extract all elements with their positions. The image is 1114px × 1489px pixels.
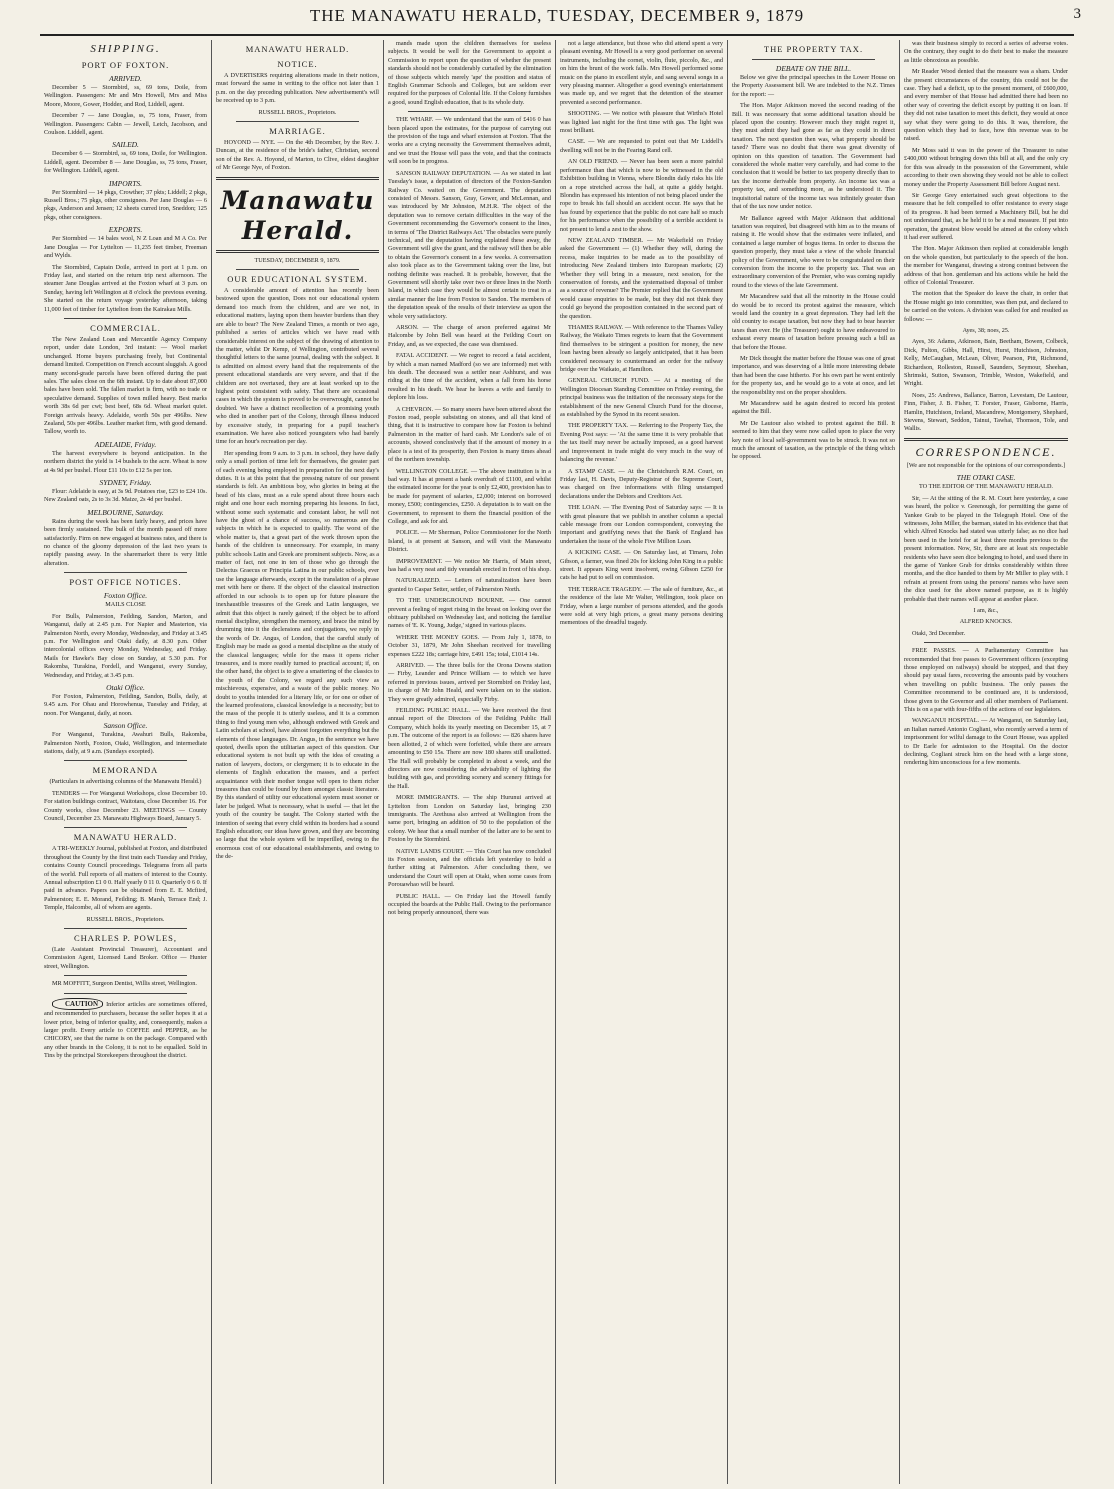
leader-paragraph: A considerable amount of attention has recently been bestowed upon the question, Does not our educational system demand too much from the children, and are we not, in educational matters, laying upon them heavier burdens than they are able to bear? The New Zealand Times, a month or two ago, published a series of articles which we have read with considerable interest on the subject of the drawing of attention to the matter, whilst Dr Kemp, of Wellington, contributed several thoughtful letters to the same journal, dealing with the subject. It is admitted on almost every hand that the requirements of the present educational standards are very severe, and that if the children are not overtaxed, they are at least worked up to the highest point consistent with safety. That there are occasional cases in which the system is proved to be overwrought, cannot be doubted. We have a distinct recollection of a promising youth who died in another part of the Colony, through illness induced by excessive study, in preparing for a pupil teacher's examination. We have also noticed youngsters who had barely time for an hour's recreation per day. [216,287,379,446]
exports-item: Per Stormbird — 14 bales wool, N Z Loan and M A Co. Per Jane Douglas — For Lyttelton — 11,235 feet timber, Freeman and Wylds. [44,235,207,260]
sailed-label: SAILED. [112,140,139,150]
letter-signature: ALFRED KNOCKS. [959,618,1013,626]
memoranda-paragraph: TENDERS — For Wanganui Workshops, close December 10. For station buildings contract, Waitotara, close December 16. For County works, close December 23. MEETINGS — County Council, December 23. Manawatu Highways Board, January 5. [44,789,207,822]
noes-list: Noes, 25: Andrews, Ballance, Barron, Levestam, De Lautour, Finn, Fisher, J. B. Fisher, T. Forster, Fraser, Gisborne, Harris, Hamlin, Hutchison, Ireland, Macandrew, Montgomery, Shephard, Stevens, Stewart, Seddon, Tainui, Tawhai, Thomson, Tole, and Wallis. [904,391,1068,433]
news-item: MORE IMMIGRANTS. — The ship Hurunui arrived at Lyttelton from London on Saturday last, bringing 230 immigrants. The Arethusa also arrived at Wellington from the same port, bringing an addition of 50 to the population of the colony. We hear that a small number of the latter are to be sent to Foxton by the Stormbird. [388,794,551,844]
news-item: CASE. — We are requested to point out that Mr Liddell's dwelling will not be in the Fearing Rand cell. [560,138,723,154]
debate-paragraph: Mr De Lautour also wished to protest against the Bill. It seemed to him that they were now called upon to place the very key note of local self-government was to be struck. It was not so much the amount of taxation, as the principle of the thing which he opposed. [732,419,895,461]
news-item: FREE PASSES. — A Parliamentary Committee has recommended that free passes to Government officers (excepting those employed on railways) should be stopped, and that they should pay usual fares, recovering the amounts paid by vouchers when travelling on public business. The only passes the Committee recommend to be continued are, it is understood, those given to the Governor and all other members of Parliament. This is on a par with four-fifths of the actions of our legislators. [904,647,1068,714]
herald-ad-heading: MANAWATU HERALD. [73,832,178,843]
leader-heading: OUR EDUCATIONAL SYSTEM. [227,274,368,285]
herald-ad-paragraph: A TRI-WEEKLY Journal, published at Foxton, and distributed throughout the County by the first train each Tuesday and Friday, contains County Council proceedings. Telegrams from all parts of the world. Full reports of all matters of interest to the County. Annual subscription £1 0 0. Half yearly 0 11 0. Quarterly 0 6 0. If paid in advance. Papers can be obtained from E. E. Mcfiird, Palmerston; E. E. Morand, Feilding; B. Marsh, Terrace End; J. Temple, Halcombe, all of whom are agents. [44,845,207,912]
adelaide-paragraph: The harvest everywhere is beyond anticipation. In the northern district the yield is 14 bushels to the acre. Wheat is now at 4s 9d per bushel. Flour £11 10s to £12 5s per ton. [44,449,207,474]
column-3 [384,40,556,1484]
news-item: FEILDING PUBLIC HALL. — We have received the first annual report of the Directors of the Feilding Public Hall Company, which holds its yearly meeting on December 15, at 7 p.m. The outcome of the report is as follows: — 826 shares have been allotted, 2 of which were forfeited, while there are arrears amounting to £50 15s. There are now 180 shares still unallotted. The Hall will probably be completed in about a week, and the directors are now considering the advisability of lighting the building with gas, and providing scenery and scenery fittings for the Hall. [388,707,551,790]
columns [40,40,1074,1484]
head-rule [40,34,1074,36]
news-item: THE PROPERTY TAX. — Referring to the Property Tax, the Evening Post says: — 'At the same time it is very probable that the tax itself may never be actually imposed, as a good harvest and improvement in trade might do very much in the way of balancing the revenue.' [560,422,723,464]
letter-address: TO THE EDITOR OF THE MANAWATU HERALD. [919,483,1053,491]
sydney-paragraph: Flour: Adelaide is easy, at 3s 9d. Potatoes rise, £23 to £24 10s. New Zealand oats, 2s to 3s 3d. Maize, 2s 4d per bushel. [44,488,207,504]
column-4 [556,40,728,1484]
correspondence-heading: CORRESPONDENCE. [915,444,1057,459]
news-item: not a large attendance, but those who did attend spent a very pleasant evening. Mr Howell is a very good performer on several instruments, including the cornet, violin, flute, piccolo, &c., and on him the brunt of the work falls. Mrs Howell performed some music on the piano in excellent style, and sang several songs in a very pleasing manner. Altogether a good evening's entertainment was made up, and we regret that the detention of the steamer prevented a second performance. [560,40,723,106]
column-1 [40,40,212,1484]
notice-paragraph: A DVERTISERS requiring alterations made in their notices, must forward the same in writing to the office not later than 1 p.m. on the day preceding publication. New advertisement's will be received up to 3 p.m. [216,72,379,105]
divider [752,59,875,60]
news-item: THE WHARF. — We understand that the sum of £416 0 has been placed upon the estimates, for the purpose of carrying out the provision of the tugs and wharf extension at Foxton. That the works are a crying necessity the Government themselves admit, and we trust the House will pass the vote, and that the contracts will soon be in progress. [388,116,551,166]
debate-paragraph: Mr Ballance agreed with Major Atkinson that additional taxation was required, but disagreed with him as to the means of raising it. He would show that the estimates were inflated, and contained a large number of bogus items. In order to discuss the question properly, they must take a view of the whole financial policy of the Government, who were to be congratulated on their conversion from the income to the property tax. That was an extraordinary conversion of the Premier, who was coming rapidly round to the views of the late Government. [732,214,895,289]
news-item: WHERE THE MONEY GOES. — From July 1, 1878, to October 31, 1879, Mr John Sheehan received for travelling expenses £222 18s; carriage hire, £491 15s; total, £1014 14s. [388,633,551,658]
debate-paragraph: The Hon. Major Atkinson then replied at considerable length on the whole question, but particularly to the speech of the hon. the member for Wanganui, drawing a strong contrast between the address of that hon. gentleman and his actions while he held the office of Colonial Treasurer. [904,245,1068,286]
otaki-case-heading: THE OTAKI CASE. [956,473,1016,483]
imports-item: Per Stormbird — 14 pkgs, Crowther; 37 pkts; Liddell; 2 pkgs, Russell Bros.; 75 pkgs, other consignees. Per Jane Douglas — 6 pkgs, Anderson and Jensen; 12 sheets curred iron, Sneddon; 125 pkgs, other consignees. [44,188,207,221]
caution-badge: CAUTION [52,998,103,1010]
news-item: AN OLD FRIEND. — Never has been seen a more painful performance than that which is now to be witnessed in the old Exhibition building in Vienna, where Blondin daily risks his life on a rope stretched across the hall, at quite a giddy height. Blondin has expressed his intention of not being placed under the rope to break his fall should an accident occur. He says that he has found by experience that the public do not care half so much for his performance when the possibility of a terrible accident is not present to lend a zest to the show. [560,158,723,233]
melbourne-paragraph: Rains during the week has been fairly heavy, and prices have been firmly sustained. The bulk of the month passed off more satisfactorily. Firm on new engaged at business rates, and there is no chance of the gloomy depression of the last two years is rapidly passing away. In the sharemarket there is very little alteration. [44,517,207,567]
news-item: WANGANUI HOSPITAL. — At Wanganui, on Saturday last, an Italian named Antonio Cogliani, who recently served a term of imprisonment for wilful damage to the Court House, was applied to Dr Earle for admission to the Hospital. On the doctor declining, Cogliani struck him on the head with a large stone, rendering him unconscious for a few moments. [904,717,1068,767]
debate-paragraph: Mr Reader Wood denied that the measure was a sham. Under the present circumstances of the country, this could not be the case. They had a deficit, up to the present moment, of £600,000, and every member of that House had admitted there had been no other way of covering the deficit except by putting it on loan. If they did not raise taxation to meet this deficit, they would at once say what they were going to do this. It was, therefore, the question which they had to face, how this revenue was to be raised. [904,68,1068,143]
divider [236,121,359,122]
news-item: NEW ZEALAND TIMBER. — Mr Wakefield on Friday asked the Government — (1) Whether they will, during the recess, make inquiries to be made as to the possibility of introducing New Zealand timbers into European markets; (2) Whether they will bring in a measure, next session, for the conservation of forests, and the systematised disposal of timber as a source of revenue? The Premier replied that the Government would cause enquiries to be made, but they did not think they could go beyond the proposition contained in the second part of the question. [560,236,723,320]
leader-paragraph: Her spending from 9 a.m. to 3 p.m. in school, they have daily only a small portion of time left for themselves, the greater part of each evening being employed in preparation for the next day's duties. It is at this point that the pressing nature of our present standards is felt. An ambitious boy, who glories in being at the head of his class, must as a rule spend about three hours each night and one hour each morning preparing his lessons. In fact, without some such systematic and constant labor, he will not have the ghost of a chance of success, so numerous are the subjects in which he is expected to qualify. The worst of the whole matter is, that a great part of the work thrown upon the hands of the children is unnecessary. For example, in many public schools Latin and Greek are prominent subjects. Now, as a matter of fact, not one in ten of those who go through the Delectus Graecus or Principia Latina in our public schools, ever use the language afterwards, except in the translation of a phrase met with here or there. If the object of the classical instruction afforded in our schools is to open up for future pleasure the inexhaustible treasures of the Greek and Latin languages, we admit that this object is rarely gained; if the object be to afford mental discipline, strengthen the memory, and brace the mind by drumming into it the declensions and conjugations, we reply in the words of Dr. Angus, of London, that the careful study of English may be made as good a mental discipline as the study of the classical languages; while for the mass it opens richer treasures, and is more readily turned to practical account; if, on the other hand, the object is to give a smattering of the classics to the youth of the Colony, we regard any such view as mischievous, expensive, and a waste of the public money. No doubt to youths intended for a literary life, or for one or other of the learned professions, classical knowledge is a necessity; but to the mass of the people it is utterly useless, and it is a common thing to find young men who, although endowed with Greek and Latin scholars at school, have almost forgotten everything but the elements of those languages. Dr. Angus, in the sentence we have quoted, dwells upon the utilitarian aspect of this question. Our educational system is not built up with the idea of creating a nation of lawyers, doctors, or clergymen; it is to educate in the elements of English education the masses, and a perfect acquaintance with their mother tongue will open to them richer treasures than could be found by them amongst classic literature. By this standard of utility our educational system must sooner or later be judged. What is necessary, what is useful — that let the youth of the country be taught. The Colony started with the intention of seeing that every child within its borders had a sound English education; our ideas have grown, and they are becoming so large that the whole system will be imperilled, owing to the enormous cost of our educational establishments, and owing to the de- [216,449,379,861]
exports-label: EXPORTS. [108,225,143,235]
arrived-label: ARRIVED. [109,74,142,83]
column-6 [900,40,1072,1484]
news-item: A STAMP CASE. — At the Christchurch R.M. Court, on Friday last, H. Davis, Deputy-Registrar of the Supreme Court, was charged on five informations with filing unstamped declarations under the Debtors and Creditors Act. [560,467,723,500]
powles-heading: CHARLES P. POWLES, [73,933,177,944]
debate-paragraph: The Hon. Major Atkinson moved the second reading of the Bill. It was necessary that some additional taxation should be placed upon the country. However much they might regret it, they must admit they had gone as far as they could in direct taxation. The next question then was, what property should be taxed? There was no doubt that there was great diversity of opinion on this question of taxation. The Government had considered the whole matter very carefully, and had come to the conclusion that it would be better to tax property directly than to tax the income derivable from property. An income tax was a property tax, and something more, as he understood it. The inquisitorial nature of the income tax was infinitely greater than that of the tax now under notice. [732,102,895,211]
divider [64,827,187,828]
news-item: ARSON. — The charge of arson preferred against Mr Halcombe by John Bell was heard at the Feilding Court on Friday, and, as we expected, the case was dismissed. [388,324,551,348]
masthead-flag: Manawatu Herald. [220,185,375,245]
debate-paragraph: The motion that the Speaker do leave the chair, in order that the House might go into committee, was then put, and declared to be carried on the voices. A division was called for and resulted as follows: — [904,290,1068,323]
sailed-item: December 6 — Stormbird, ss, 69 tons, Doile, for Wellington. Liddell, agent. December 8 — Jane Douglas, ss, 75 tons, Fraser, for Wellington. Liddell, agent. [44,150,207,175]
herald-notice-heading: MANAWATU HERALD. [245,44,350,54]
divider [64,572,187,573]
news-item: A CHEVRON. — So many sneers have been uttered about the Foxton road, people subsisting on stones, and all that kind of thing, that it is instructive to compare how far Foxton is behind Palmerston in the matter of hard cash. Mr London's sale of oi accounts, showed conclusively that if the amount of money in a place is a test of its prosperity, then Foxton is many times ahead of the northern township. [388,405,551,464]
news-item: THE TERRACE TRAGEDY. — The sale of furniture, &c., at the residence of the late Mr Walter, Wellington, took place on Friday, when a large number of persons attended, and the goods were sold at very high prices, a great many persons desiring mementoes of the dreadful tragedy. [560,585,723,627]
steamer-paragraph: The Stormbird, Captain Doile, arrived in port at 1 p.m. on Friday last, and started on the return trip next afternoon. The steamer Jane Douglas arrived at the Foxton wharf at 3 p.m. on Sunday, having left Wellington at 8 o'clock the previous evening. She started on the return voyage yesterday afternoon, taking 11,000 feet of timber for Lyttelton from the Kairakau Mills. [44,263,207,313]
notice-sign: RUSSELL BROS., Proprietors. [258,108,337,116]
news-item: NATURALIZED. — Letters of naturalization have been granted to Caspar Setter, settler, of Palmerston North. [388,577,551,593]
letter-date: Otaki, 3rd December. [912,629,966,637]
adelaide-head: ADELAIDE, Friday. [94,439,157,449]
news-item: A KICKING CASE. — On Saturday last, at Timaru, John Gibson, a farmer, was fined 20s for kicking John King in a public street. It appears King went insolvent, owing Gibson £250 for cats he had put to sell on commission. [560,549,723,582]
news-item: ARRIVED. — The three bulls for the Orona Downs station — Firby, Leander and Prince William — to which we have referred in previous issues, arrived per Stormbird on Friday last, in charge of Mr John Heald, and were taken on to the station. They were greatly admired, especially Firby. [388,662,551,703]
divider [64,993,187,994]
sanson-office-heading: Sanson Office. [103,721,148,731]
debate-paragraph: Mr Macandrew said he again desired to record his protest against the Bill. [732,400,895,416]
debate-paragraph: Mr Macandrew said that all the minority in the House could do would be to record its protest against the measure, which would land the country in a great depression. They had left the old country to escape taxation, but now they had to bear heavier taxes than ever. He (the Treasurer) ought to have endeavoured to exhaust every means of taxation before pressing such a bill as that before the House. [732,293,895,351]
memoranda-heading: MEMORANDA [92,765,159,776]
leader-continuation: mands made upon the children themselves for useless subjects. It would be well for the Government to appoint a Commission to report upon the question of whether the present standards should not be considerably curtailed by the elimination of those subjects which merely 'ape' the position and status of English Grammar Schools and Colleges, but are seldom ever required for the purposes of Colonial life. If the Colony furnishes a good, sound English education, that is its whole duty. [388,40,551,106]
news-item: SANSON RAILWAY DEPUTATION. — As we stated in last Tuesday's issue, a deputation of directors of the Foxton-Sandon Railway Co. waited on the Government. The deputation consisted of Messrs. Sanson, Gray, Gower, and McLennan, and was introduced by Mr Johnston, M.H.R. The object of the deputation was to remove certain difficulties in the way of the Government recommending the Governor's consent to the lines, in terms of 'The District Railways Act.' The obstacles were purely technical, and the deputation having explained these away, the Government will give the grant, and the railway will then be able to obtain the Governor's consent in a few weeks. A conversation also took place as to the Government taking over the line, but nothing definite was reached. It is probable, however, that the Government will shortly take over two or three lines in the North Island, in which case they would be almost certain to treat in a similar manner the line from Foxton to Sandon. The members of the deputation speak of the results of their interview as upon the whole very satisfactory. [388,169,551,320]
news-item: POLICE. — Mr Sherman, Police Commissioner for the North Island, is at present at Sanson, and will visit the Manawatu District. [388,529,551,554]
marriage-paragraph: HOYOND — NYE. — On the 4th December, by the Rev. J. Duncan, at the residence of the bride's father, Christian, second son of the Rev. A. Hoyond, of Marton, to Clive, eldest daughter of Mr George Nye, of Foxton. [216,139,379,172]
sanson-mails: For Wanganui, Turakina, Awahuri Bulls, Rakomba, Palmerston North, Foxton, Otaki, Wellington, and intermediate stations, daily, at 9 a.m. (Sundays excepted). [44,731,207,755]
letter-body: Sir, — At the sitting of the R. M. Court here yesterday, a case was heard, the police v. Greenough, for permitting the game of Yankee Grab to be played in the Telegraph Hotel. One of the witnesses, John Miller, the barman, stated in his evidence that that which Alfred Knocks had stated was utterly false; as no dice had been used in the hotel for at least three months previous to the present information. Now, Sir, there are at least six respectable residents who have seen dice belonging to hotel, and used there in the game of Yankee Grab for drinks considerably within three months, and the dice handed to them by Mr Miller to play with. I refrain at present from using the persons' names who have seen the dice used for the above named purpose, as it is highly probable that their names will appear at another place. [904,494,1068,603]
news-item: GENERAL CHURCH FUND. — At a meeting of the Wellington Diocesan Standing Committee on Friday evening, the principal business was the initiation of the necessary steps for the establishment of the new General Church Fund for the diocese, as established by the Synod in its recent session. [560,377,723,419]
mails-close-label: MAILS CLOSE [105,601,146,609]
divider [236,269,359,270]
moffitt-ad: MR MOFFITT, Surgeon Dentist, Willis street, Wellington. [52,980,197,988]
sydney-head: SYDNEY, Friday. [99,478,152,488]
divider [64,318,187,319]
foxton-mails: For Bulls, Palmerston, Feilding, Sandon, Marton, and Wanganui, daily at 2.45 p.m. For Napier and Masterton, via Palmerston North, every Monday, Wednesday, and Friday at 3.45 p.m. For Wellington and Otaki daily, at 8.30 p.m. Other intercolonial offices every Monday, Wednesday, and Friday. Mails for Hawke's Bay close on Sunday, at 5.30 p.m. For Rakomba, Turakina, Fordell, and Wanganui, every Sunday, Wednesday, and Friday, at 3.45 p.m. [44,612,207,679]
news-item: PUBLIC HALL. — On Friday last the Howell family occupied the boards at the Public Hall. Owing to the performance not being properly announced, there was [388,892,551,917]
arrived-item: December 7 — Jane Douglas, ss, 75 tons, Fraser, from Wellington. Passengers: Cabin — Jewell, Letch, Jacobson, and Coulson. Liddell, agent. [44,112,207,137]
divider [64,975,187,976]
debate-paragraph: Mr Moss said it was in the power of the Treasurer to raise £400,000 without bringing down this bill at all, and the only cry for this was already in the possession of the Government, while according to their own showing they would not be able to collect money under the Property Assessment Bill before August next. [904,146,1068,188]
division-result: Ayes, 38; noes, 25. [962,327,1010,334]
double-rule [904,438,1068,441]
powles-paragraph: (Late Assistant Provincial Treasurer), Accountant and Commission Agent, Licensed Land Broker. Office — Hunter street, Wellington. [44,946,207,970]
property-tax-heading: THE PROPERTY TAX. [763,44,864,54]
debate-paragraph: Mr Dick thought the matter before the House was one of great importance, and was deserving of a little more interesting debate than had been the case hitherto. For his own part he went entirely for the property tax, and he would go to a vote at once, and let the responsibility rest on the proper shoulders. [732,355,895,396]
running-head [0,6,1114,26]
commercial-heading: COMMERCIAL. [90,322,161,333]
news-item: WELLINGTON COLLEGE. — The above institution is in a bad way. It has at present a bank overdraft of £1100, and whilst the estimated income for the year is only £2,400, provision has to be made for payment of salaries, £2,000; interest on borrowed money, £500; contingencies, £250. A deputation is to wait on the Government, to represent to them the financial position of the College, and ask for aid. [388,467,551,525]
correspondence-note: [We are not responsible for the opinions of our correspondents.] [906,461,1066,469]
column-5 [728,40,900,1484]
imports-label: IMPORTS. [108,178,143,188]
news-item: TO THE UNDERGROUND BOURNE. — One cannot prevent a feeling of regret rising in the breast on looking over the obituary published on Wednesday last, and noticing the familiar names of 'E. K. Young, Judge,' signed in various places. [388,597,551,630]
memoranda-sub: (Particulars in advertising columns of the Manawatu Herald.) [49,778,202,786]
otaki-mails: For Foxton, Palmerston, Feilding, Sandon, Bulls, daily, at 9.45 a.m. For Ohau and Horowhenua, Tuesday and Friday, at noon. For Wanganui, daily, at noon. [44,692,207,717]
news-item: THE LOAN. — The Evening Post of Saturday says: — It is with great pleasure that we publish in another column a special cable message from our London correspondent, conveying the important and gratifying news that the Bank of England has undertaken the issue of the whole Five Million Loan. [560,504,723,545]
port-heading: PORT OF FOXTON. [81,60,170,70]
divider [408,111,531,112]
foxton-office-heading: Foxton Office. [103,591,148,601]
commercial-paragraph: The New Zealand Loan and Mercantile Agency Company report, under date London, 3rd instant: — Wool market unchanged. Home buyers purchasing freely, but Continental demand limited. Competition on French account sluggish. A good many second-grade parcels have been offered during the past sales. The sales close on the 6th instant. Up to date about 87,000 bales have been sold. The fallen market is firm, with no trade or speculative demand. Supplies of town milled heavy. Best marks worth 38s 6d per cwt; best beef, 68s 6d. Wheat market quiet. Foreign arrivals heavy. Adelaide, worth 50s per 496lbs. New Zealand, 50s per 496lbs. Leather market firm, with good demand. Tallow, worth to. [44,335,207,436]
divider [64,760,187,761]
news-item: THAMES RAILWAY. — With reference to the Thames Valley Railway, the Waikato Times regrets to learn that the Government find themselves to be stringent a position for money, the new loan having been already so largely anticipated, that it has been considered necessary to countermand an order for the railway bridge over the Waikato, at Hamilton. [560,324,723,374]
post-office-heading: POST OFFICE NOTICES. [69,577,182,588]
news-item: NATIVE LANDS COURT. — This Court has now concluded its Foxton session, and the officials left yesterday to hold a further sitting at Palmerston. After concluding there, we understand the Court will open at Otaki, when some cases from Porouawhao will be heard. [388,847,551,889]
divider [64,928,187,929]
page-number: 3 [1073,6,1082,22]
ayes-list: Ayes, 36: Adams, Atkinson, Bain, Beetham, Bowen, Colbeck, Dick, Fulton, Gibbs, Hall, Hirst, Hurst, Hutchison, Johnston, Kelly, McCaughan, McLean, Oliver, Pearson, Pitt, Richmond, Richardson, Rolleston, Russell, Saunders, Seymour, Sheehan, Shrimski, Sutton, Swanson, Trimble, Weston, Wakefield, and Wright. [904,338,1068,388]
debate-paragraph: was their business simply to record a series of adverse votes. On the contrary, they ought to do their best to make the measure as little obnoxious as possible. [904,40,1068,64]
news-item: FATAL ACCIDENT. — We regret to record a fatal accident, by which a man named Madford (so we are informed) met with his death. The deceased was a settler near Ashhurst, and was riding at the time of the accident, when a fall from his horse resulted in his death. We hear he leaves a wife and family to deplore his loss. [388,352,551,402]
news-item: IMPROVEMENT. — We notice Mr Harris, of Main street, has had a very neat and tidy verandah erected in front of his shop. [388,557,551,573]
double-rule [216,250,379,253]
running-head-title: THE MANAWATU HERALD, TUESDAY, DECEMBER 9, 1879 [309,6,805,25]
divider [924,642,1048,643]
caution-ad [44,998,207,1061]
news-item: SHOOTING. — We notice with pleasure that Wirths's Hotel was lighted last night for the first time with gas. The light was most brilliant. [560,110,723,135]
caution-text: Inferior articles are sometimes offered, and recommended to purchasers, because the seller hopes it at a lower price, being of inferior quality, and, consequently, makes a larger profit. Every article to COFFEE and PEPPER, as he CHICORY, see that the name is on the package. Compared with any other brands in the Colony, it is not to be equalled. Sold in Tins by the principal Storekeepers throughout the district. [44,1000,207,1060]
melbourne-head: MELBOURNE, Saturday. [87,507,164,517]
notice-heading: NOTICE. [277,59,318,69]
debate-paragraph: Sir George Grey entertained such great objections to the measure that he felt compelled to offer resistance to every stage of its progress. It had been termed a Machinery Bill, but he did not understand that, as he held it to be a real measure. If put into operation, the greatest blow would be aimed at the colony which it had ever suffered. [904,191,1068,241]
letter-closing: I am, &c., [973,606,999,614]
debate-paragraph: Below we give the principal speeches in the Lower House on the Property Assessment bill. We are indebted to the N.Z. Times for the report: — [732,74,895,98]
herald-ad-sign: RUSSELL BROS., Proprietors. [86,915,165,923]
arrived-item: December 5 — Stormbird, ss, 69 tons, Doile, from Wellington. Passengers: Mr and Mrs Howell, Mrs and Miss Moore, Moore, Gower, Hodder, and Rod, Liddell, agent. [44,84,207,108]
issue-date: TUESDAY, DECEMBER 9, 1879. [254,256,341,264]
marriage-heading: MARRIAGE. [269,126,326,137]
property-tax-subheading: DEBATE ON THE BILL. [775,64,852,73]
otaki-office-heading: Otaki Office. [106,682,145,692]
column-2 [212,40,384,1484]
double-rule [216,177,379,180]
shipping-heading: SHIPPING. [90,43,161,55]
